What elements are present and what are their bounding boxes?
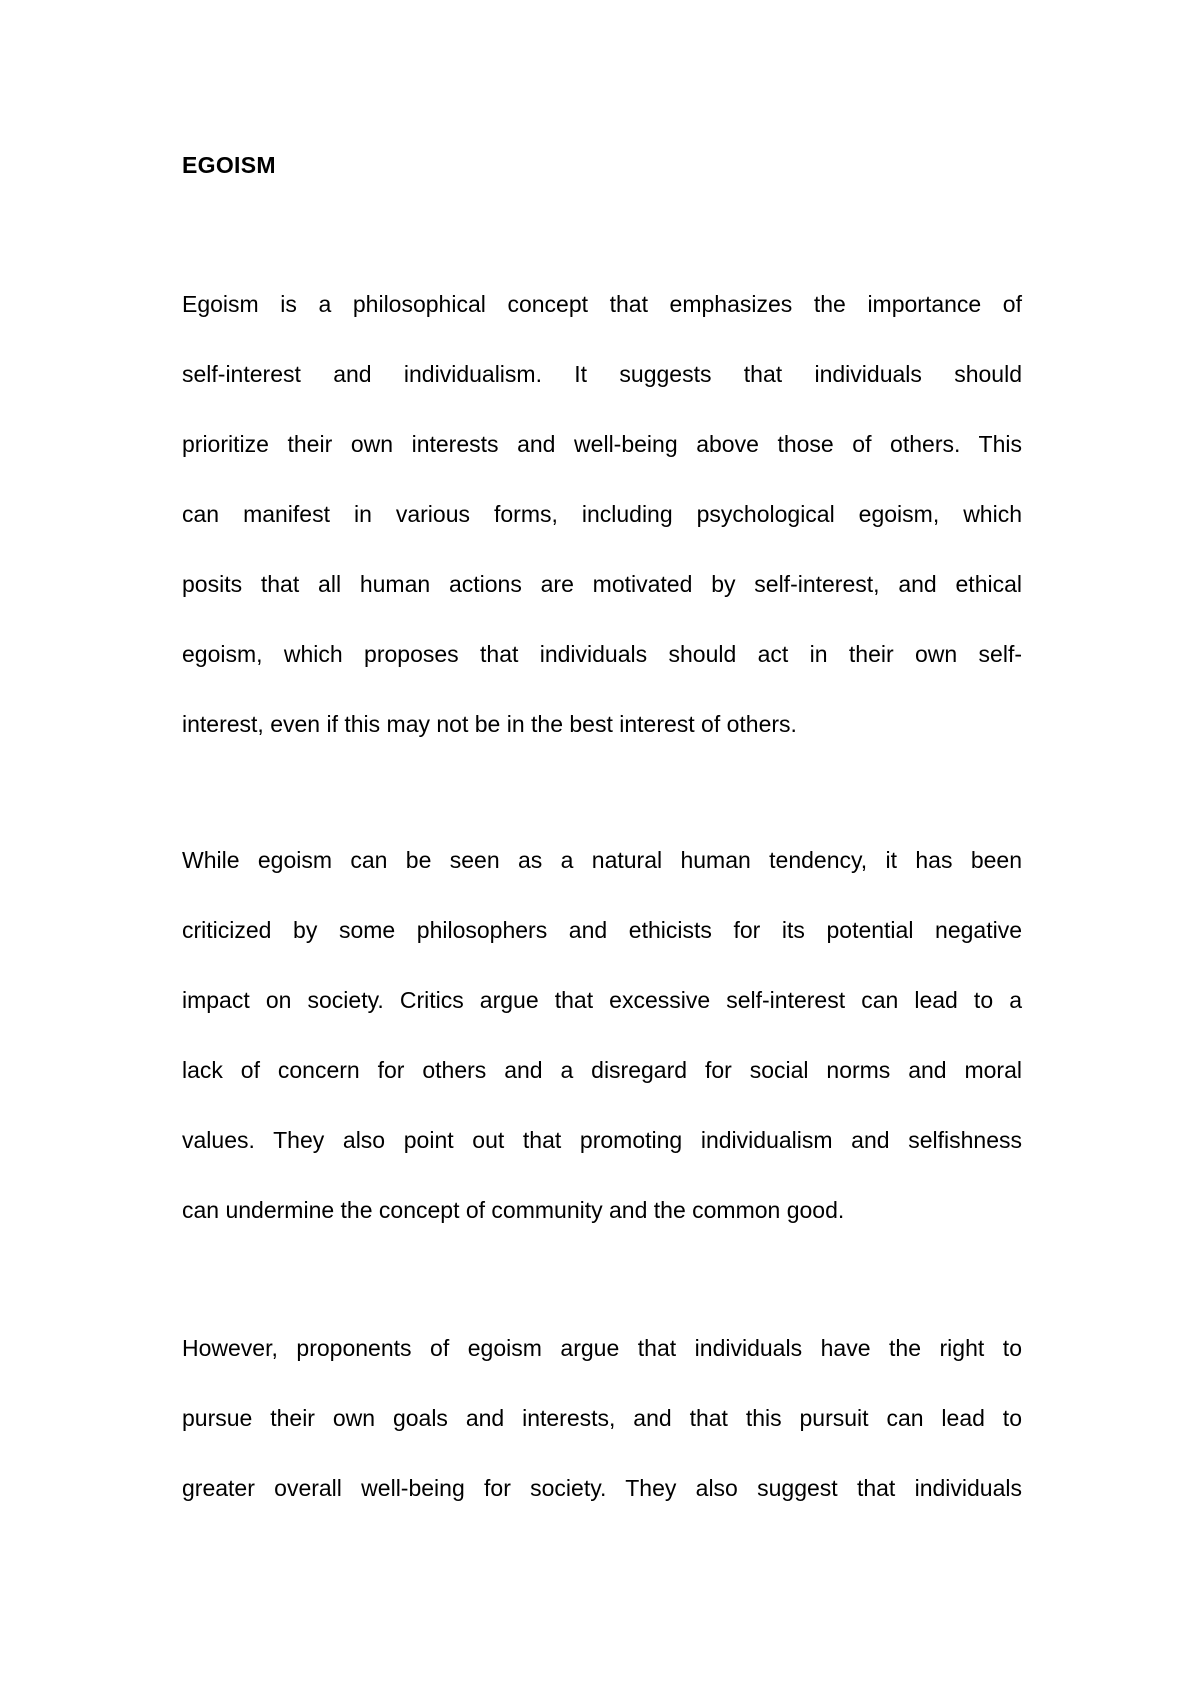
paragraph-2 xyxy=(182,825,1022,1245)
text-line: posits that all human actions are motivated by self-interest, and ethical xyxy=(182,571,1022,597)
text-line: impact on society. Critics argue that excessive self-interest can lead to a xyxy=(182,987,1022,1013)
text-line: values. They also point out that promoting individualism and selfishness xyxy=(182,1127,1022,1153)
text-line: can manifest in various forms, including psychological egoism, which xyxy=(182,501,1022,527)
text-line: can undermine the concept of community and the common good. xyxy=(182,1197,845,1223)
text-line: However, proponents of egoism argue that individuals have the right to xyxy=(182,1335,1022,1361)
text-line: self-interest and individualism. It suggests that individuals should xyxy=(182,361,1022,387)
document-title: EGOISM xyxy=(182,152,276,178)
paragraph-3 xyxy=(182,1313,1022,1523)
text-line: greater overall well-being for society. They also suggest that individuals xyxy=(182,1475,1022,1501)
text-line: criticized by some philosophers and ethicists for its potential negative xyxy=(182,917,1022,943)
text-line: egoism, which proposes that individuals should act in their own self- xyxy=(182,641,1022,667)
text-line: prioritize their own interests and well-being above those of others. This xyxy=(182,431,1022,457)
text-line: Egoism is a philosophical concept that emphasizes the importance of xyxy=(182,291,1022,317)
text-line: pursue their own goals and interests, and that this pursuit can lead to xyxy=(182,1405,1022,1431)
text-line: While egoism can be seen as a natural human tendency, it has been xyxy=(182,847,1022,873)
text-line: lack of concern for others and a disregard for social norms and moral xyxy=(182,1057,1022,1083)
text-line: interest, even if this may not be in the best interest of others. xyxy=(182,711,797,737)
paragraph-1 xyxy=(182,269,1022,759)
